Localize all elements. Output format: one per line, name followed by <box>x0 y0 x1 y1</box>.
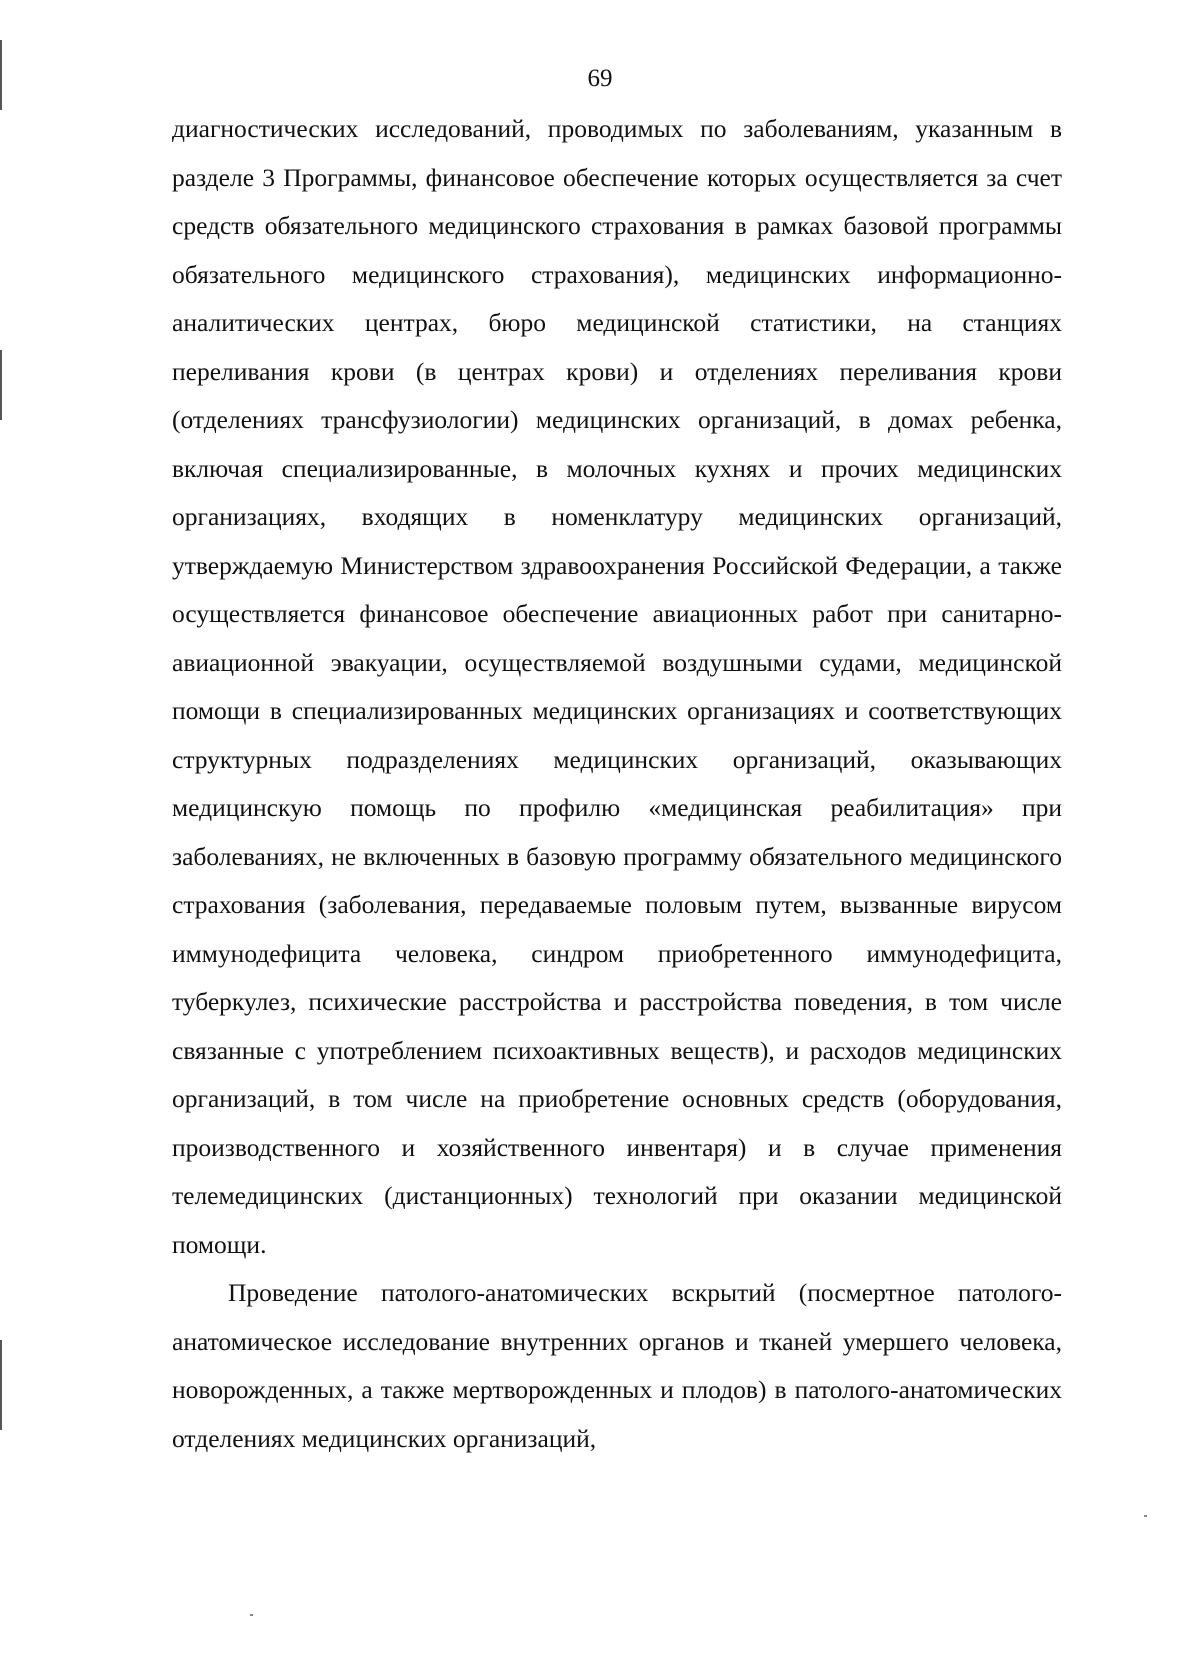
scan-edge-mark <box>0 1340 2 1430</box>
scan-edge-mark <box>0 350 2 420</box>
page-number: 69 <box>587 65 613 92</box>
paragraph-1: диагностических исследований, проводимых по заболеваниям, указанным в разделе 3 Программы, финансовое обеспечение которых осуществляется за счет средств обязательного медицинского страхования в рамках базовой программы обязательного медицинского страхования), медицинских информационно-аналитических центрах, бюро медицинской статистики, на станциях переливания крови (в центрах крови) и отделениях переливания крови (отделениях трансфузиологии) медицинских организаций, в домах ребенка, включая специализированные, в молочных кухнях и прочих медицинских организациях, входящих в номенклатуру медицинских организаций, утверждаемую Министерством здравоохранения Российской Федерации, а также осуществляется финансовое обеспечение авиационных работ при санитарно-авиационной эвакуации, осуществляемой воздушными судами, медицинской помощи в специализированных медицинских организациях и соответствующих структурных подразделениях медицинских организаций, оказывающих медицинскую помощь по профилю «медицинская реабилитация» при заболеваниях, не включенных в базовую программу обязательного медицинского страхования (заболевания, передаваемые половым путем, вызванные вирусом иммунодефицита человека, синдром приобретенного иммунодефицита, туберкулез, психические расстройства и расстройства поведения, в том числе связанные с употреблением психоактивных веществ), и расходов медицинских организаций, в том числе на приобретение основных средств (оборудования, производственного и хозяйственного инвентаря) и в случае применения телемедицинских (дистанционных) технологий при оказании медицинской помощи. <box>172 114 1062 1259</box>
paragraph-2: Проведение патолого-анатомических вскрытий (посмертное патолого-анатомическое исследование внутренних органов и тканей умершего человека, новорожденных, а также мертворожденных и плодов) в патолого-анатомических отделениях медицинских организаций, <box>172 1278 1062 1453</box>
scan-speck <box>1144 1515 1147 1517</box>
document-body <box>172 105 1062 1463</box>
scan-speck <box>250 1614 253 1616</box>
